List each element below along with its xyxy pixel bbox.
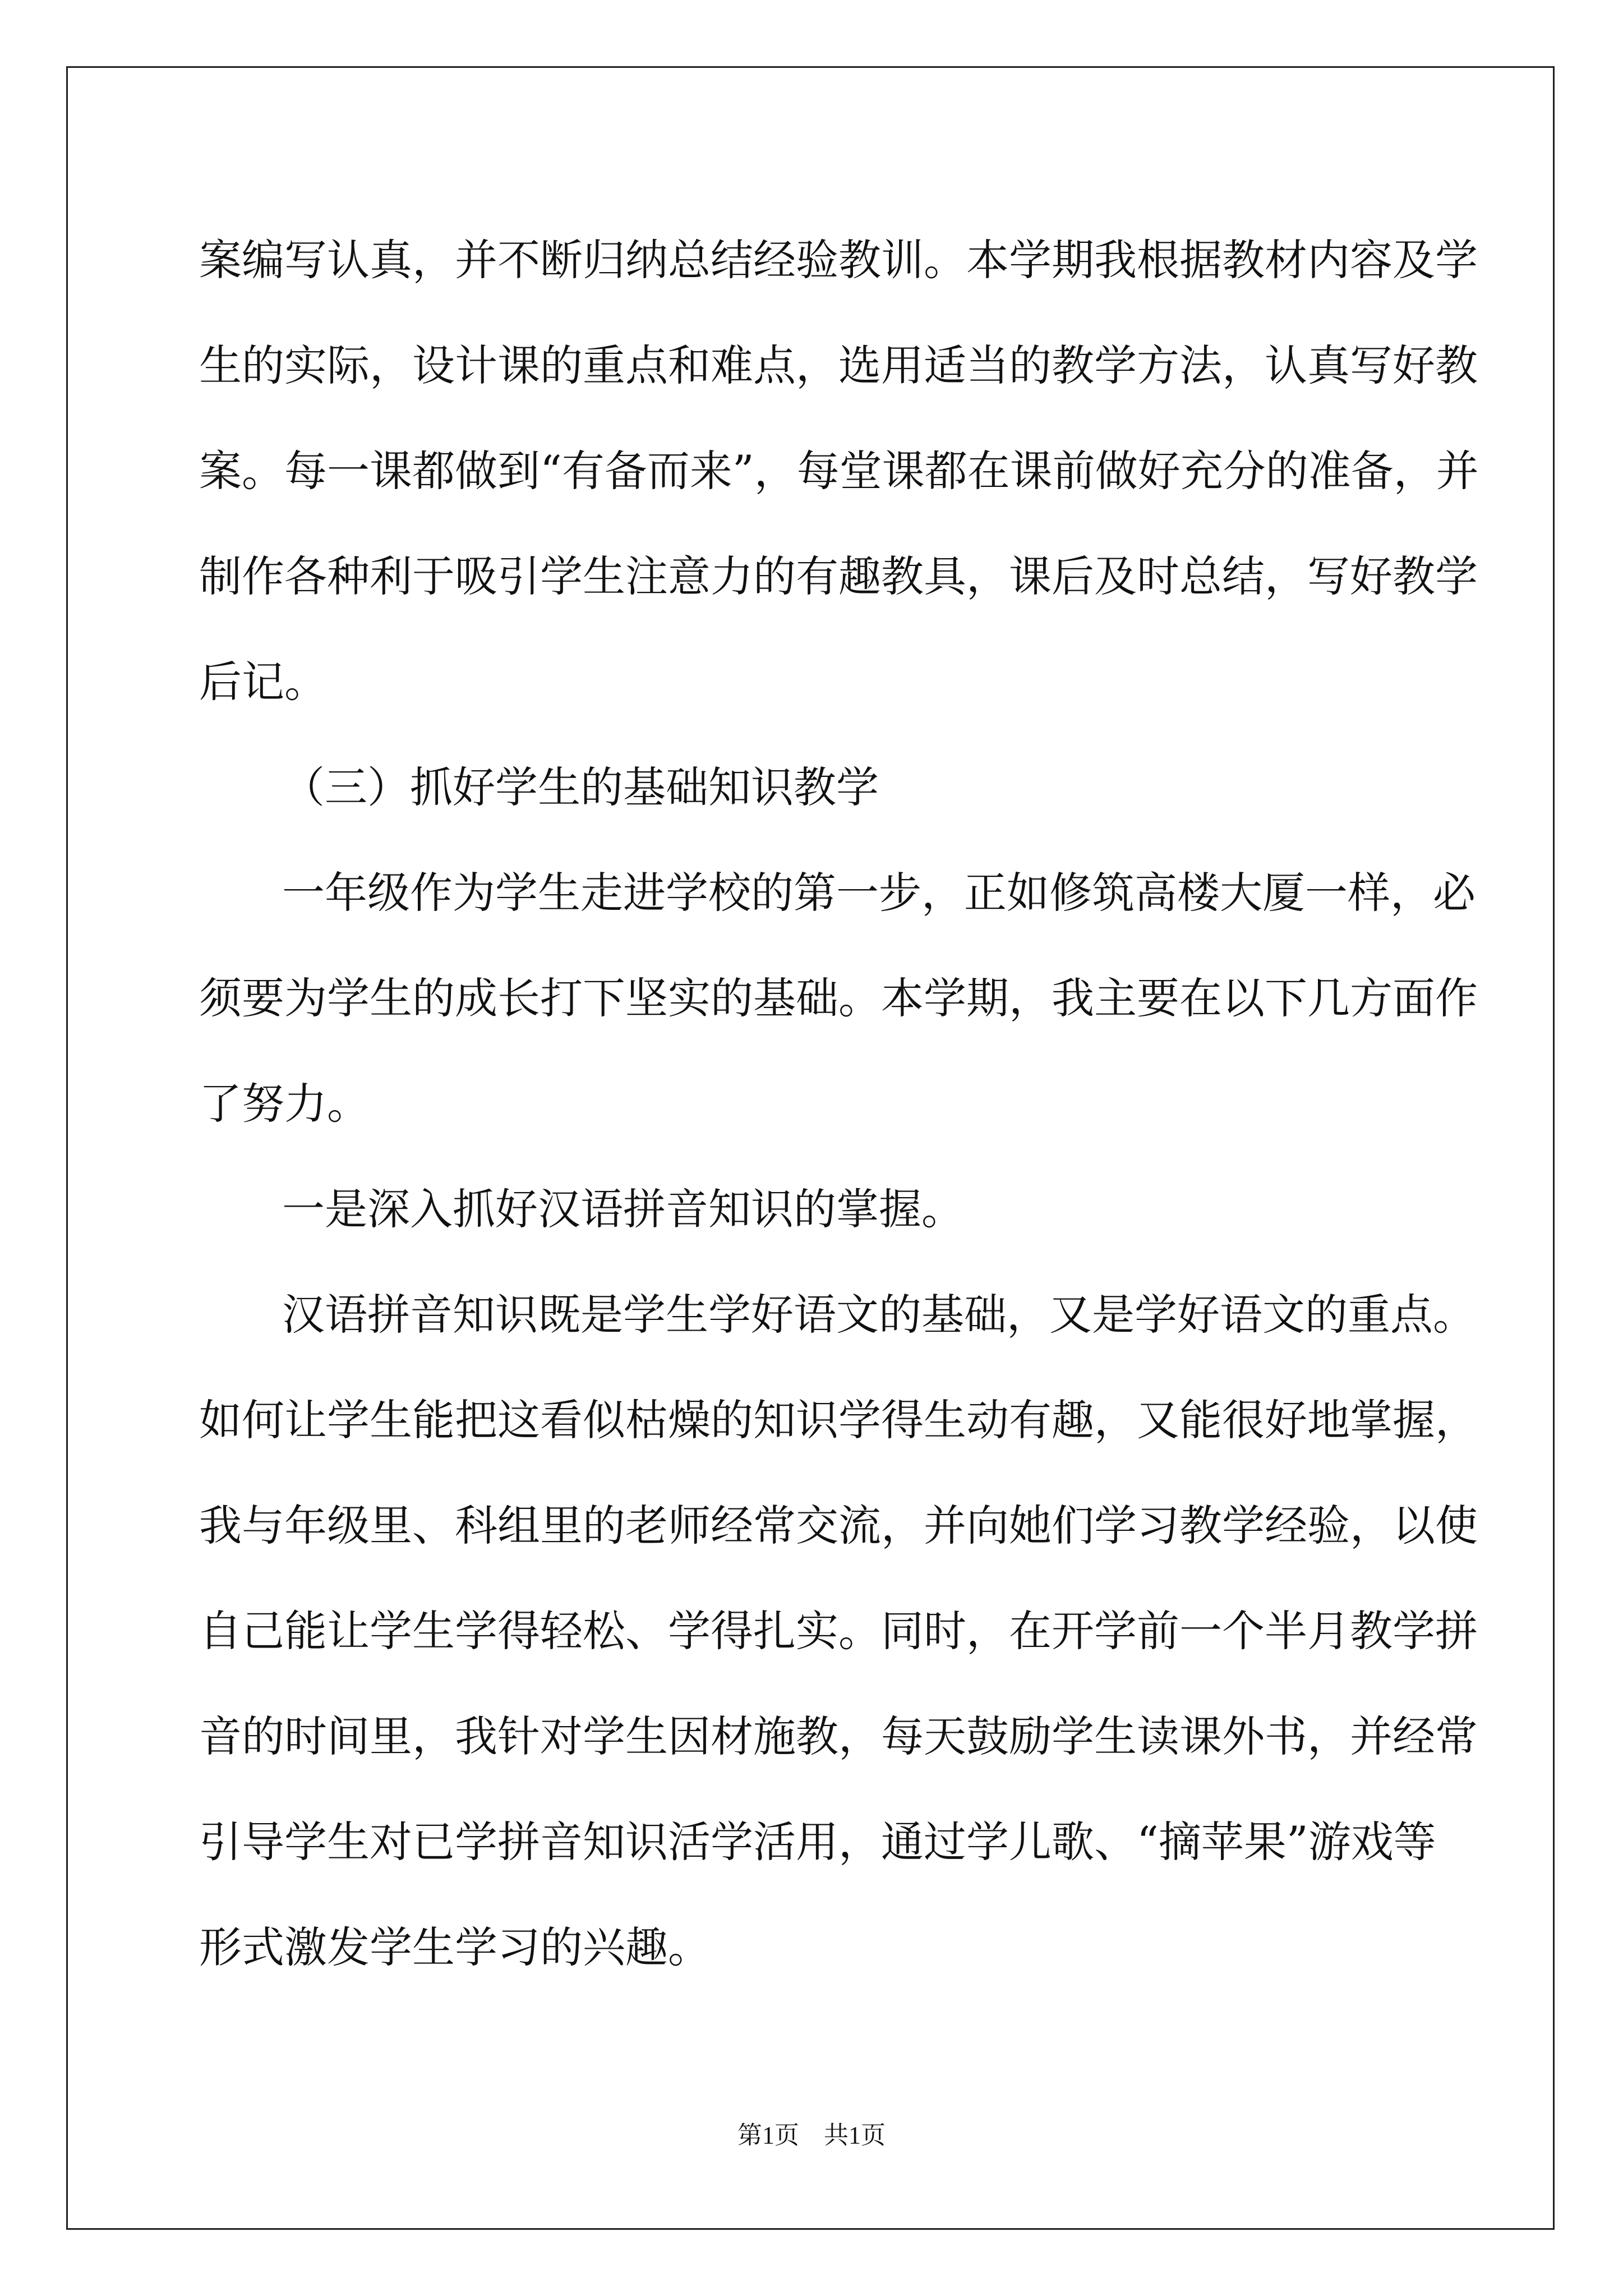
text-line: 汉语拼音知识既是学生学好语文的基础，又是学好语文的重点。 — [282, 1290, 1476, 1340]
text-line: 引导学生对已学拼音知识活学活用，通过学儿歌、“摘苹果”游戏等 — [199, 1817, 1436, 1867]
subsection-heading: 一是深入抓好汉语拼音知识的掌握。 — [282, 1184, 964, 1234]
text-line: 后记。 — [199, 657, 327, 707]
text-line: 我与年级里、科组里的老师经常交流，并向她们学习教学经验，以使 — [199, 1501, 1478, 1550]
text-line: 须要为学生的成长打下坚实的基础。本学期，我主要在以下几方面作 — [199, 973, 1478, 1023]
text-line: 案。每一课都做到“有备而来”，每堂课都在课前做好充分的准备，并 — [199, 446, 1479, 496]
text-line: 音的时间里，我针对学生因材施教，每天鼓励学生读课外书，并经常 — [199, 1711, 1478, 1761]
text-line: 了努力。 — [199, 1079, 370, 1129]
text-line: 形式激发学生学习的兴趣。 — [199, 1922, 711, 1972]
text-line: 案编写认真，并不断归纳总结经验教训。本学期我根据教材内容及学 — [199, 235, 1478, 285]
page-number-footer: 第1页 共1页 — [737, 2122, 886, 2149]
text-line: 如何让学生能把这看似枯燥的知识学得生动有趣，又能很好地掌握， — [199, 1395, 1478, 1445]
section-heading: （三）抓好学生的基础知识教学 — [282, 762, 879, 812]
text-line: 生的实际，设计课的重点和难点，选用适当的教学方法，认真写好教 — [199, 341, 1478, 390]
text-line: 制作各种利于吸引学生注意力的有趣教具，课后及时总结，写好教学 — [199, 551, 1478, 601]
text-line: 自己能让学生学得轻松、学得扎实。同时，在开学前一个半月教学拼 — [199, 1606, 1478, 1656]
document-body — [199, 208, 1479, 2000]
text-line: 一年级作为学生走进学校的第一步，正如修筑高楼大厦一样，必 — [282, 868, 1476, 918]
